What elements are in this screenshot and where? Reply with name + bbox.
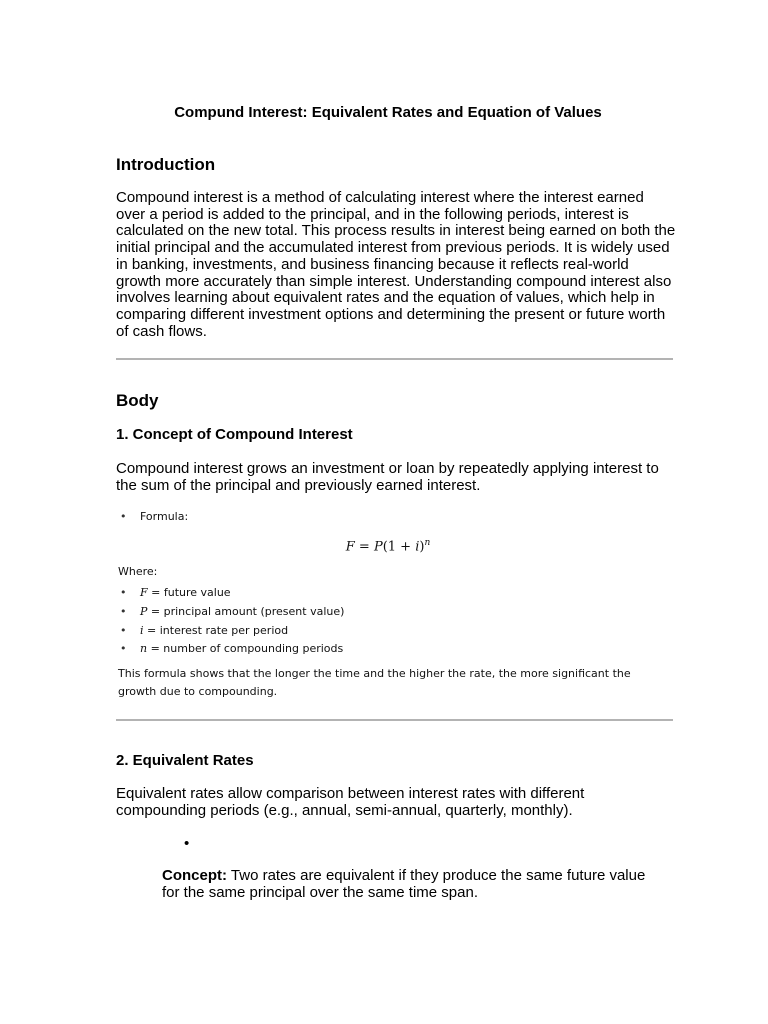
body-heading: Body: [116, 391, 159, 410]
concept-paragraph: Compound interest grows an investment or loan by repeatedly applying interest to the sum of the principal and previously earned interest.: [116, 460, 659, 494]
definition-symbol: n: [140, 642, 148, 655]
definition-text: = interest rate per period: [147, 624, 289, 637]
concept-label: Concept:: [162, 867, 227, 884]
definition-text: = number of compounding periods: [150, 642, 344, 655]
definition-symbol: i: [140, 624, 144, 637]
definition-symbol: F: [140, 586, 148, 599]
equivalent-rates-paragraph: Equivalent rates allow comparison between interest rates with different compounding periods (e.g., annual, semi-annual, quarterly, monthly).: [116, 785, 585, 819]
section-divider: [116, 358, 673, 360]
definition-text: = future value: [151, 586, 231, 599]
bullet-icon: •: [184, 835, 190, 852]
concept-item: [162, 867, 662, 901]
definition-item: [120, 586, 660, 600]
where-label: Where:: [118, 565, 158, 578]
definition-symbol: P: [140, 605, 148, 618]
bullet-icon: •: [120, 624, 127, 637]
formula-label: Formula:: [140, 510, 189, 523]
concept-text: Two rates are equivalent if they produce the same future value for the same principal over the same time span.: [162, 867, 646, 901]
formula-image: [116, 506, 676, 702]
bullet-icon: •: [120, 586, 127, 599]
bullet-icon: •: [120, 605, 127, 618]
section-divider: [116, 719, 673, 721]
formula-note: This formula shows that the longer the time and the higher the rate, the more significant the growth due to compounding.: [118, 667, 631, 698]
introduction-heading: Introduction: [116, 155, 216, 174]
definition-item: [120, 642, 660, 656]
equivalent-rates-heading: 2. Equivalent Rates: [116, 752, 254, 769]
definition-item: [120, 624, 660, 638]
bullet-icon: •: [120, 510, 127, 523]
compound-interest-formula: $F = P(1 + i)^n$: [345, 538, 431, 555]
introduction-paragraph: Compound interest is a method of calculating interest where the interest earned over a period is added to the principal, and in the following periods, interest is calculated on the new total. This process results in interest being earned on both the initial principal and the accumulated interest from previous periods. It is widely used in banking, investments, and business financing because it reflects real-world growth more accurately than simple interest. Understanding compound interest also involves learning about equivalent rates and the equation of values, which help in comparing different investment options and determining the present or future worth of cash flows.: [116, 189, 676, 340]
document-title: Compund Interest: Equivalent Rates and Equation of Values: [174, 104, 602, 121]
bullet-icon: •: [120, 642, 127, 655]
formula-label-item: [120, 510, 660, 524]
definition-item: [120, 605, 660, 619]
definition-text: = principal amount (present value): [150, 605, 345, 618]
concept-heading: 1. Concept of Compound Interest: [116, 426, 353, 443]
